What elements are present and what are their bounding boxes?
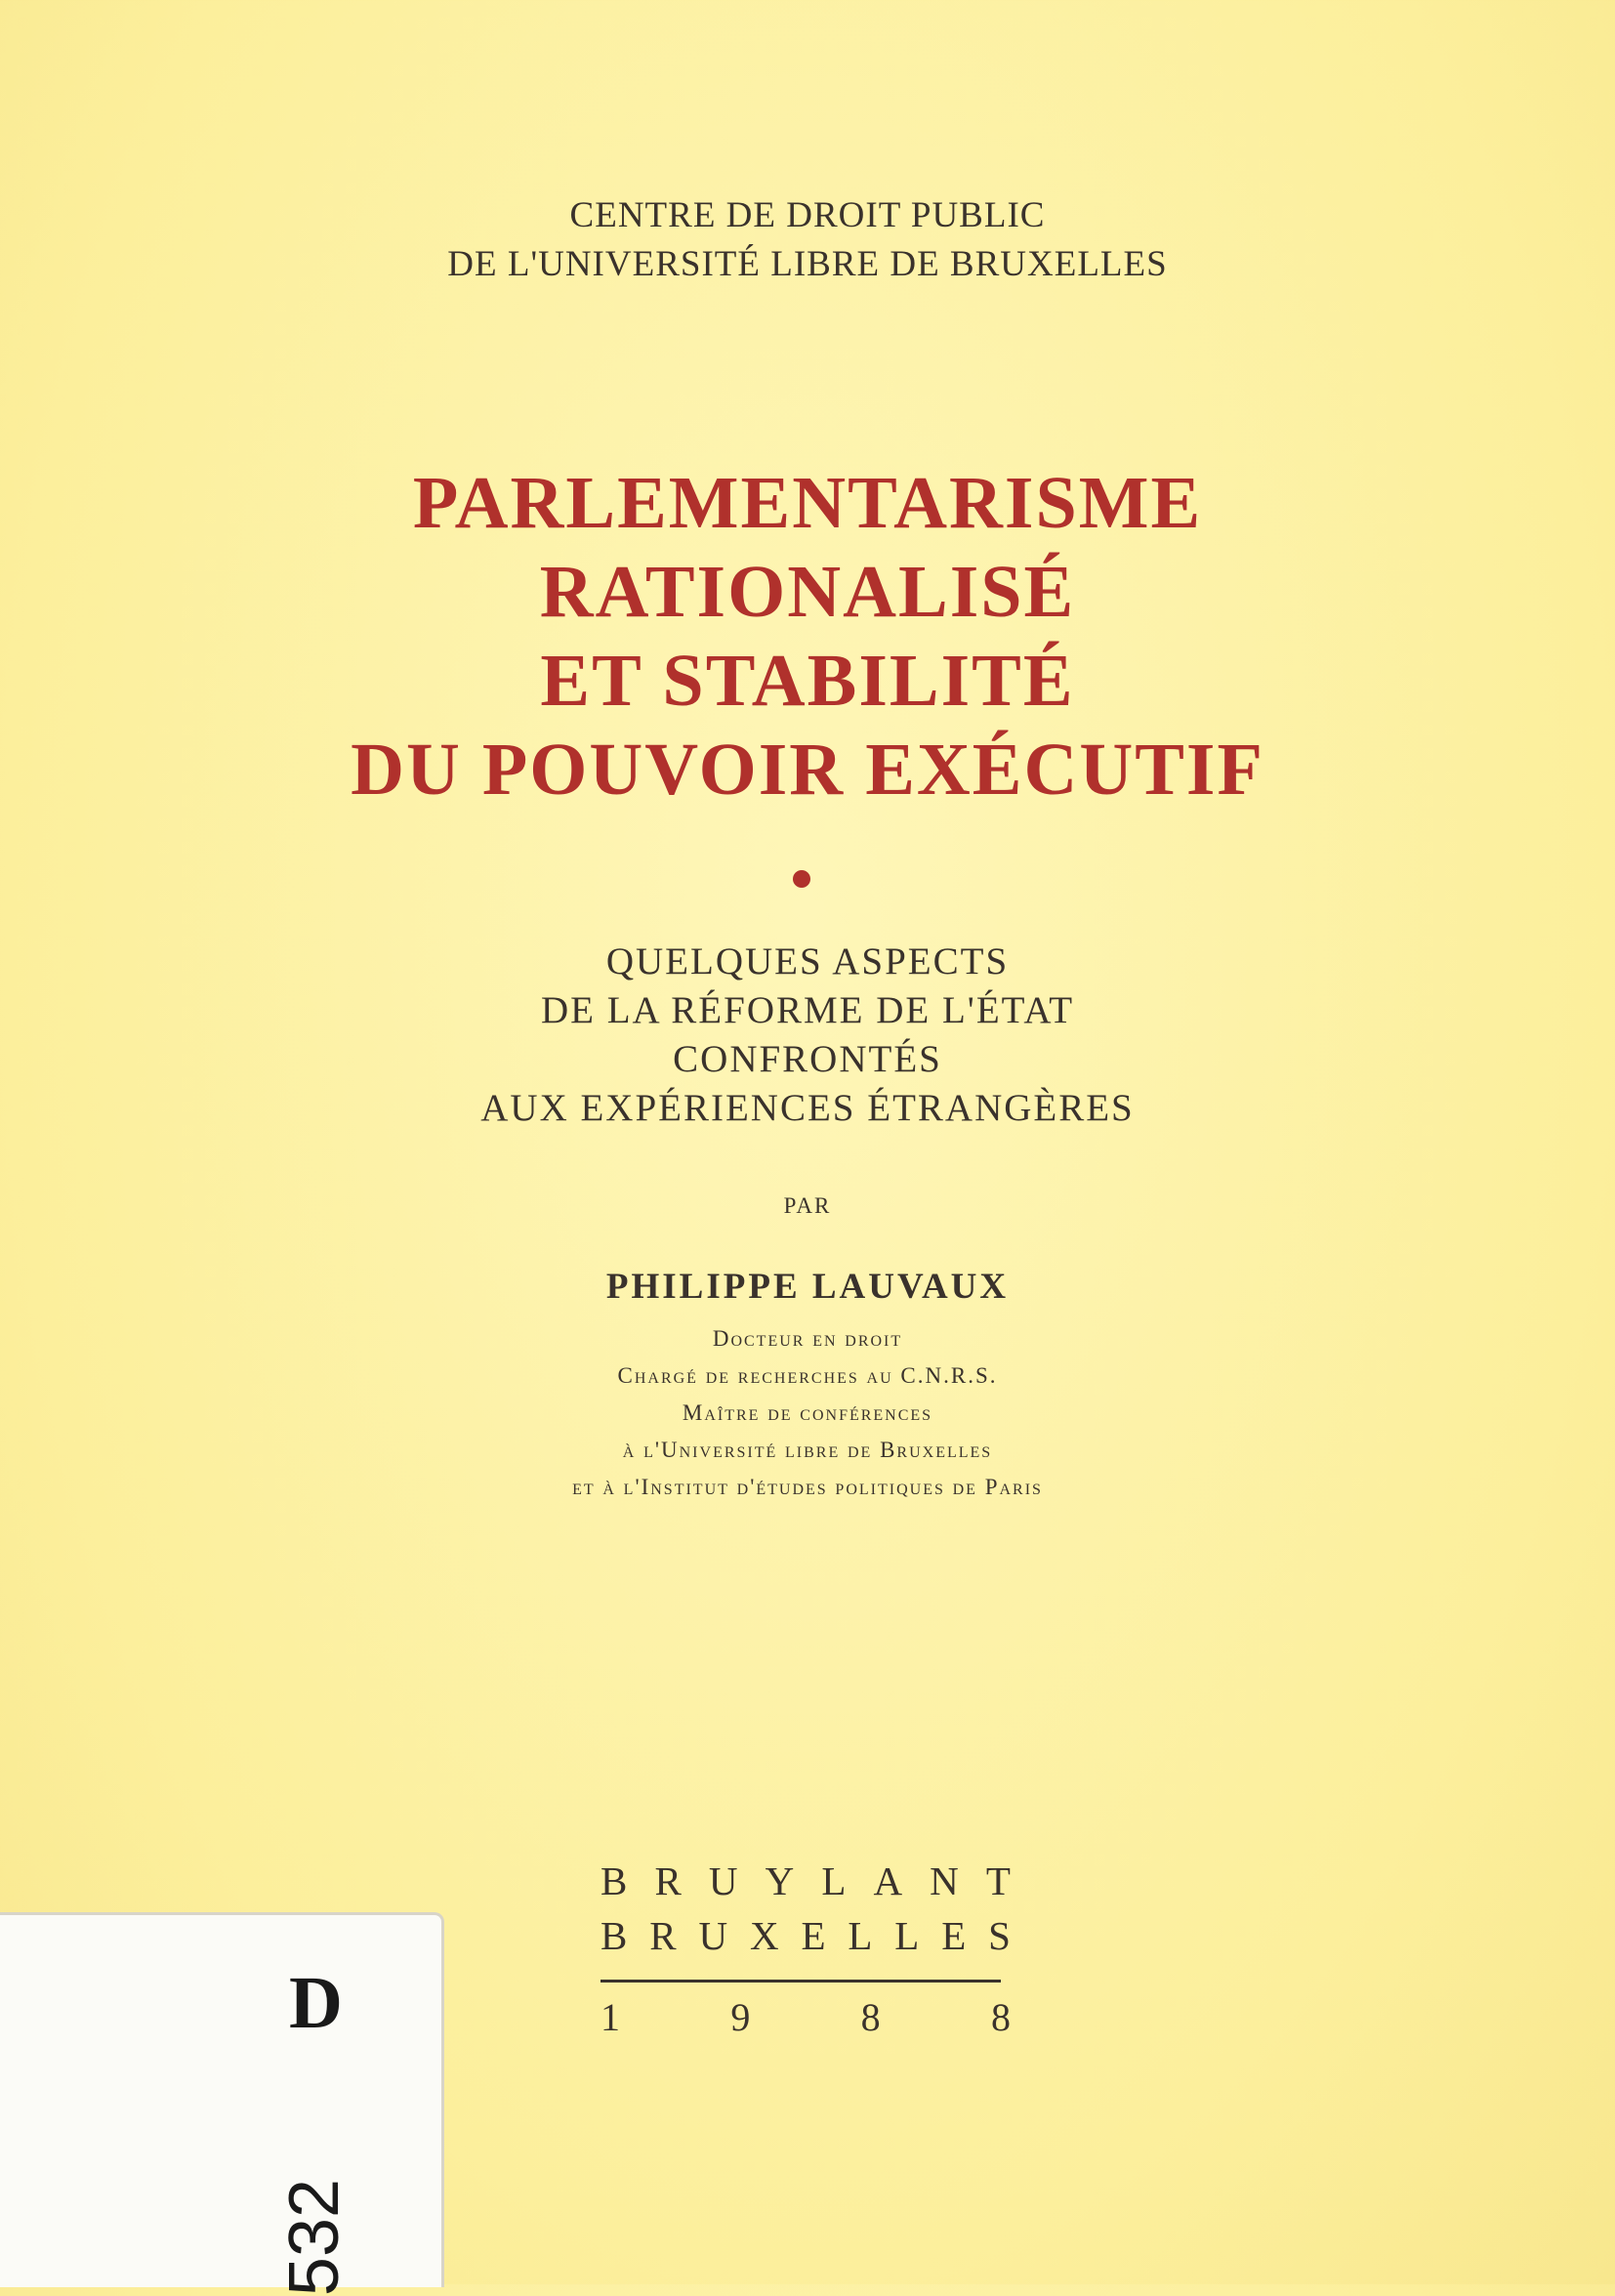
publisher-letter: U — [708, 1858, 738, 1903]
publisher-rule — [600, 1980, 1001, 1983]
city-letter: E — [941, 1913, 967, 1958]
publisher-block — [600, 1854, 1011, 1963]
separator-bullet — [793, 870, 810, 888]
city-letter: B — [600, 1913, 628, 1958]
publisher-letter: L — [821, 1858, 847, 1903]
year-digit: 9 — [730, 1995, 751, 2039]
institution-header — [0, 191, 1615, 289]
publication-year — [600, 1990, 1011, 2045]
subtitle-line-3: CONFRONTÉS — [673, 1038, 942, 1080]
credential-line: à l'Université libre de Bruxelles — [622, 1438, 993, 1462]
city-letter: U — [698, 1913, 728, 1958]
shelf-label-letter: D — [289, 1962, 343, 2044]
title-line-3: ET STABILITÉ — [540, 640, 1075, 722]
library-shelf-label — [0, 1912, 444, 2287]
institution-line-2: DE L'UNIVERSITÉ LIBRE DE BRUXELLES — [447, 244, 1168, 284]
year-digit: 1 — [600, 1995, 620, 2039]
title-line-2: RATIONALISÉ — [539, 551, 1076, 633]
shelf-label-number: 532 — [275, 2178, 354, 2296]
city-letter: L — [894, 1913, 920, 1958]
title-line-1: PARLEMENTARISME — [412, 462, 1203, 544]
publisher-name — [600, 1854, 1011, 1908]
publisher-letter: N — [930, 1858, 959, 1903]
year-digit: 8 — [990, 1995, 1011, 2039]
title-line-4: DU POUVOIR EXÉCUTIF — [351, 729, 1264, 811]
credential-line: Docteur en droit — [712, 1326, 903, 1351]
subtitle-line-4: AUX EXPÉRIENCES ÉTRANGÈRES — [480, 1087, 1135, 1129]
subtitle-line-2: DE LA RÉFORME DE L'ÉTAT — [540, 989, 1075, 1031]
city-letter: S — [988, 1913, 1011, 1958]
city-letter: R — [649, 1913, 677, 1958]
city-letter: X — [749, 1913, 779, 1958]
publisher-letter: Y — [765, 1858, 795, 1903]
book-subtitle — [0, 938, 1615, 1133]
book-title — [0, 459, 1615, 814]
publisher-city — [600, 1908, 1011, 1963]
publisher-letter: T — [985, 1858, 1011, 1903]
credential-line: Chargé de recherches au C.N.R.S. — [617, 1363, 998, 1388]
publisher-letter: A — [873, 1858, 903, 1903]
publisher-letter: B — [600, 1858, 628, 1903]
publisher-letter: R — [654, 1858, 682, 1903]
city-letter: L — [848, 1913, 873, 1958]
credential-line: Maître de conférences — [682, 1400, 933, 1425]
city-letter: E — [801, 1913, 826, 1958]
subtitle-line-1: QUELQUES ASPECTS — [605, 940, 1010, 982]
by-label: PAR — [783, 1193, 832, 1218]
year-digit: 8 — [860, 1995, 881, 2039]
author-name: PHILIPPE LAUVAUX — [605, 1267, 1010, 1307]
institution-line-1: CENTRE DE DROIT PUBLIC — [569, 195, 1046, 235]
author-credentials — [0, 1320, 1615, 1506]
credential-line: et à l'Institut d'études politiques de Paris — [572, 1475, 1043, 1499]
